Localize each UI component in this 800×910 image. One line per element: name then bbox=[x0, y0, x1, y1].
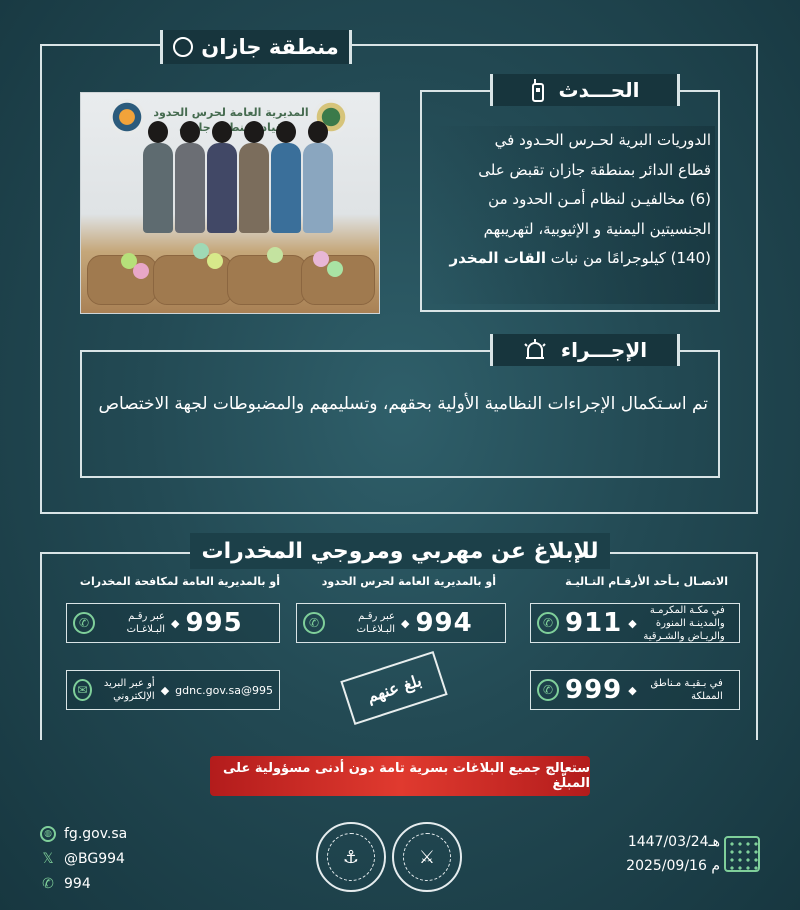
event-line: الجنسيتين اليمنية و الإثيوبية، لتهريبهم bbox=[483, 219, 711, 238]
event-text bbox=[425, 126, 715, 304]
event-line-highlight: القات المخدر bbox=[449, 249, 546, 267]
hotline-999-box[interactable] bbox=[530, 670, 740, 710]
diamond-icon: ◆ bbox=[171, 616, 180, 630]
diamond-icon: ◆ bbox=[628, 616, 637, 630]
hotline-911-box[interactable] bbox=[530, 603, 740, 643]
person bbox=[239, 143, 269, 233]
action-heading: الإجـــراء bbox=[560, 338, 648, 362]
search-globe-icon bbox=[173, 37, 193, 57]
bundle bbox=[207, 253, 223, 269]
phone-contact[interactable] bbox=[40, 876, 91, 892]
phone-icon: ✆ bbox=[42, 876, 54, 892]
hotline-995-desc: عبر رقـم البـلاغـات bbox=[126, 611, 165, 635]
photo-wall-title-line1: المديرية العامة لحرس الحدود bbox=[153, 106, 309, 119]
event-line: الدوريات البرية لحـرس الحـدود في bbox=[494, 131, 711, 149]
person bbox=[271, 143, 301, 233]
phone-text: 994 bbox=[64, 876, 91, 892]
confidentiality-notice: ستعالج جميع البلاغات بسرية تامة دون أدنى مسؤولية على المبلّغ bbox=[210, 756, 590, 796]
bundle bbox=[133, 263, 149, 279]
event-line-last bbox=[425, 244, 711, 274]
person bbox=[175, 143, 205, 233]
anchor-icon: ⚓ bbox=[327, 833, 375, 881]
hotline-995-box[interactable] bbox=[66, 603, 280, 643]
event-line-prefix: (140) كيلوجرامًا من نبات bbox=[550, 249, 711, 267]
photo-wall-title-line2: قيادة منطقة bbox=[214, 121, 283, 134]
bundle bbox=[313, 251, 329, 267]
report-stamp: بلغ عنهم bbox=[340, 651, 447, 725]
hijri-date: 1447/03/24هـ bbox=[627, 834, 720, 850]
palm-swords-icon: ⚔ bbox=[403, 833, 451, 881]
siren-icon bbox=[523, 339, 547, 361]
gregorian-date: 2025/09/16 م bbox=[626, 858, 720, 874]
phone-icon: ✆ bbox=[73, 612, 95, 634]
walkie-talkie-icon bbox=[531, 78, 545, 102]
email-desc: أو عبر البريد الإلكتروني bbox=[103, 678, 155, 702]
saudi-emblem-seal-logo bbox=[392, 822, 462, 892]
report-title: للإبلاغ عن مهربي ومروجي المخدرات bbox=[190, 533, 610, 569]
phone-icon: ✆ bbox=[303, 612, 325, 634]
diamond-icon: ◆ bbox=[160, 683, 170, 697]
hotline-994-box[interactable] bbox=[296, 603, 506, 643]
diamond-icon: ◆ bbox=[628, 683, 637, 697]
mail-icon: ✉ bbox=[73, 679, 92, 701]
website-text: fg.gov.sa bbox=[64, 826, 128, 842]
region-tag bbox=[160, 30, 352, 64]
hotline-995-number: 995 bbox=[185, 608, 243, 638]
website-contact[interactable] bbox=[40, 826, 127, 842]
region-label: منطقة جازان bbox=[201, 35, 339, 59]
phone-icon: ✆ bbox=[537, 612, 559, 634]
globe-icon: ◍ bbox=[40, 826, 56, 842]
email-address: 995@gdnc.gov.sa bbox=[175, 683, 273, 697]
calendar-icon bbox=[724, 836, 760, 872]
x-contact[interactable] bbox=[40, 851, 125, 867]
action-tag bbox=[490, 334, 680, 366]
border-guard-seal-logo bbox=[316, 822, 386, 892]
hotline-911-number: 911 bbox=[565, 608, 623, 638]
email-box[interactable] bbox=[66, 670, 280, 710]
hotline-999-number: 999 bbox=[565, 675, 623, 705]
border-guard-logo bbox=[109, 99, 145, 135]
person bbox=[143, 143, 173, 233]
sack bbox=[227, 255, 307, 305]
x-handle-text: @BG994 bbox=[64, 851, 125, 867]
seizure-photo bbox=[80, 92, 380, 314]
col-head-border-guard: أو بالمديرية العامة لحرس الحدود bbox=[321, 575, 496, 588]
person bbox=[207, 143, 237, 233]
x-logo-icon: 𝕏 bbox=[42, 851, 54, 867]
col-head-narcotics: أو بالمديرية العامة لمكافحة المخدرات bbox=[79, 575, 280, 588]
hotline-994-number: 994 bbox=[415, 608, 473, 638]
event-line: (6) مخالفيـن لنظام أمـن الحدود من bbox=[488, 190, 711, 208]
bundle bbox=[193, 243, 209, 259]
bundle bbox=[327, 261, 343, 277]
diamond-icon: ◆ bbox=[401, 616, 410, 630]
event-heading: الحـــدث bbox=[558, 78, 640, 102]
event-tag bbox=[490, 74, 680, 106]
hotline-911-desc: في مكـة المكرمـة والمدينـة المنورة والريـاض والشـرقية bbox=[643, 604, 725, 642]
phone-icon: ✆ bbox=[537, 679, 559, 701]
col-head-numbers: الاتصـال بـأحد الأرقـام التـاليـة bbox=[565, 575, 728, 588]
hotline-994-desc: عبر رقـم البـلاغـات bbox=[356, 611, 395, 635]
bundle bbox=[267, 247, 283, 263]
person bbox=[303, 143, 333, 233]
action-text: تم اسـتكمال الإجراءات النظامية الأولية بحقهم، وتسليمهم والمضبوطات لجهة الاختصاص bbox=[98, 394, 708, 414]
hotline-999-desc: في بـقيـة مـناطق المملكة bbox=[650, 678, 723, 702]
event-line: قطاع الدائر بمنطقة جازان تقبض على bbox=[478, 160, 711, 179]
